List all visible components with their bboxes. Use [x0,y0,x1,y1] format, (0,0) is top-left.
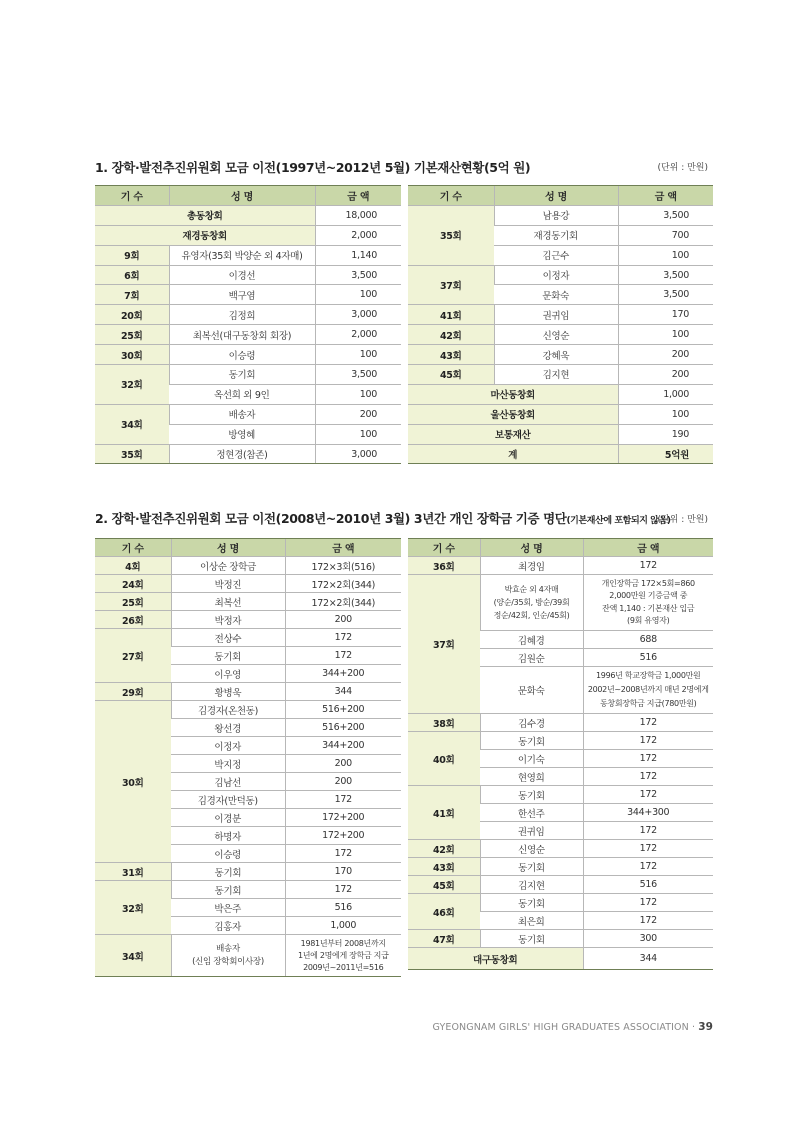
generation-cell: 45회 [408,876,480,894]
table-header-row [95,539,401,557]
section1-title: 1. 장학·발전추진위원회 모금 이전(1997년~2012년 5월) 기본재산현황(5억 원) [95,160,531,175]
generation-cell: 27회 [95,629,171,683]
col-header-name: 성 명 [169,186,315,206]
table-row [95,935,401,977]
table-row [408,305,713,325]
section2-left-table [95,538,401,977]
amount-cell: 516+200 [285,701,401,719]
amount-line: 2002년~2008년까지 매년 2명에게 [587,685,709,694]
table-row [408,365,713,385]
amount-cell: 3,500 [618,285,713,305]
name-cell: 동기회 [171,881,285,899]
name-cell: 최은희 [480,912,583,930]
amount-cell: 3,500 [315,265,401,285]
amount-cell: 172 [583,557,713,575]
generation-cell: 41회 [408,305,494,325]
amount-cell: 3,000 [315,444,401,464]
table-row [408,557,713,575]
generation-cell: 4회 [95,557,171,575]
name-cell: 이승령 [171,845,285,863]
generation-cell: 32회 [95,365,169,405]
name-cell: 이정자 [171,737,285,755]
page-footer [432,1021,713,1033]
table-row [408,345,713,365]
name-cell: 황병욱 [171,683,285,701]
name-cell: 동기회 [480,786,583,804]
name-cell [480,575,583,631]
generation-cell: 35회 [408,205,494,265]
total-label: 계 [408,444,618,464]
amount-cell: 1,000 [285,917,401,935]
amount-cell: 172+200 [285,827,401,845]
col-header-generation: 기 수 [95,186,169,206]
col-header-name: 성 명 [494,186,618,206]
name-cell: 재경동기회 [494,225,618,245]
section1-right-table [408,185,713,464]
section2-title-main: 2. 장학·발전추진위원회 모금 이전(2008년~2010년 3월) 3년간 개인 장학금 기증 명단 [95,511,567,526]
table-row [408,876,713,894]
amount-cell: 172×2회(344) [285,575,401,593]
footer-separator: · [691,1022,696,1033]
table-row [95,404,401,424]
generation-cell: 24회 [95,575,171,593]
name-cell: 박정진 [171,575,285,593]
table-row [408,840,713,858]
amount-cell: 700 [618,225,713,245]
amount-cell: 172 [583,768,713,786]
generation-cell: 42회 [408,840,480,858]
table-row [95,305,401,325]
amount-cell: 100 [618,325,713,345]
amount-cell: 170 [285,863,401,881]
table-row [408,384,713,404]
name-line: 배송자 [216,943,240,954]
name-cell: 이경선 [169,265,315,285]
amount-cell: 172×2회(344) [285,593,401,611]
amount-cell: 100 [315,285,401,305]
amount-cell: 100 [618,404,713,424]
association-name: GYEONGNAM GIRLS' HIGH GRADUATES ASSOCIATION [432,1022,689,1033]
col-header-generation: 기 수 [95,539,171,557]
amount-cell: 688 [583,631,713,649]
name-cell: 신영순 [480,840,583,858]
name-cell: 문화숙 [480,667,583,714]
row-label: 대구동창회 [408,948,583,970]
name-cell: 이기숙 [480,750,583,768]
generation-cell: 7회 [95,285,169,305]
name-cell: 김경자(만덕동) [171,791,285,809]
name-cell: 동기회 [171,647,285,665]
name-line: (양순/35회, 방순/39회 [493,598,570,607]
amount-cell: 2,000 [315,225,401,245]
amount-line: 잔액 1,140 : 기본재산 입금 [602,603,695,613]
generation-cell: 25회 [95,325,169,345]
name-cell: 이경분 [171,809,285,827]
name-cell: 김혜경 [480,631,583,649]
row-label: 총동창회 [95,205,315,225]
name-cell: 김수경 [480,714,583,732]
amount-cell: 100 [618,245,713,265]
amount-cell: 3,500 [315,365,401,385]
col-header-amount: 금 액 [618,186,713,206]
name-cell: 최복선 [171,593,285,611]
amount-line: 1년에 2명에게 장학금 지급 [297,950,389,960]
table-row [95,444,401,464]
generation-cell: 45회 [408,365,494,385]
generation-cell: 6회 [95,265,169,285]
col-header-amount: 금 액 [315,186,401,206]
amount-cell: 516+200 [285,719,401,737]
table-row [95,365,401,385]
generation-cell: 34회 [95,935,171,977]
amount-cell: 2,000 [315,325,401,345]
table-row [408,575,713,631]
col-header-amount: 금 액 [285,539,401,557]
name-cell: 김정희 [169,305,315,325]
table-header-row [408,186,713,206]
table-row [95,611,401,629]
generation-cell: 30회 [95,345,169,365]
page-number: 39 [698,1021,713,1033]
generation-cell: 30회 [95,701,171,863]
amount-cell: 172 [285,629,401,647]
name-cell: 강혜욱 [494,345,618,365]
name-cell: 유영자(35회 박양순 외 4자매) [169,245,315,265]
name-cell: 김근수 [494,245,618,265]
name-cell: 동기회 [169,365,315,385]
table-row [95,265,401,285]
table-row [95,701,401,719]
generation-cell: 34회 [95,404,169,444]
table-row [95,245,401,265]
name-cell: 이승령 [169,345,315,365]
amount-cell: 172×3회(516) [285,557,401,575]
amount-cell: 516 [285,899,401,917]
generation-cell: 9회 [95,245,169,265]
table-row [408,265,713,285]
row-label: 울산동창회 [408,404,618,424]
amount-cell: 200 [285,773,401,791]
table-row [95,863,401,881]
name-cell: 김홍자 [171,917,285,935]
generation-cell: 20회 [95,305,169,325]
generation-cell: 40회 [408,732,480,786]
amount-cell: 170 [618,305,713,325]
amount-cell: 3,500 [618,205,713,225]
col-header-name: 성 명 [171,539,285,557]
amount-cell: 172 [285,647,401,665]
name-cell: 김경자(온천동) [171,701,285,719]
table-header-row [408,539,713,557]
amount-cell: 100 [315,345,401,365]
amount-line: 개인장학금 172×5회=860 [601,578,695,588]
name-cell: 최복선(대구동창회 회장) [169,325,315,345]
generation-cell: 41회 [408,786,480,840]
name-cell: 동기회 [480,732,583,750]
amount-cell: 190 [618,424,713,444]
name-cell: 동기회 [480,930,583,948]
section1-unit: (단위 : 만원) [657,163,708,173]
table-header-row [95,186,401,206]
amount-cell: 344+200 [285,737,401,755]
table-row [408,205,713,225]
table-row [95,345,401,365]
name-cell: 문화숙 [494,285,618,305]
amount-cell: 172 [285,791,401,809]
name-line: 박효순 외 4자매 [504,585,559,594]
table-row [408,948,713,970]
name-cell: 옥선희 외 9인 [169,384,315,404]
section2-title [95,509,671,527]
name-cell: 현영희 [480,768,583,786]
generation-cell: 42회 [408,325,494,345]
name-cell: 최경임 [480,557,583,575]
col-header-name: 성 명 [480,539,583,557]
amount-cell: 200 [618,365,713,385]
section2-title-note: (기본재산에 포함되지 않음) [566,516,671,526]
amount-cell: 1,000 [618,384,713,404]
table-row [408,404,713,424]
generation-cell: 47회 [408,930,480,948]
name-cell: 신영순 [494,325,618,345]
generation-cell: 38회 [408,714,480,732]
amount-cell: 172 [583,786,713,804]
table-row [408,714,713,732]
amount-cell: 172 [285,881,401,899]
table-row [95,285,401,305]
generation-cell: 31회 [95,863,171,881]
generation-cell: 36회 [408,557,480,575]
amount-cell: 516 [583,876,713,894]
section2-unit: (단위 : 만원) [657,515,708,525]
col-header-generation: 기 수 [408,539,480,557]
amount-cell: 200 [618,345,713,365]
generation-cell: 43회 [408,858,480,876]
table-row [95,881,401,899]
amount-cell: 200 [285,611,401,629]
table-row [408,930,713,948]
amount-cell: 172 [583,822,713,840]
amount-cell: 172 [583,714,713,732]
name-cell: 박정자 [171,611,285,629]
amount-line: (9회 유영자) [627,616,670,625]
name-line: 정순/42회, 인순/45회) [493,611,570,620]
name-cell: 남용강 [494,205,618,225]
row-label: 재경동창회 [95,225,315,245]
table-row [408,786,713,804]
table-row [95,593,401,611]
generation-cell: 46회 [408,894,480,930]
table-row [408,424,713,444]
section1-left-table [95,185,401,464]
table-row [95,205,401,225]
name-cell: 동기회 [171,863,285,881]
name-cell: 왕선경 [171,719,285,737]
name-cell: 방영혜 [169,424,315,444]
table-row [95,683,401,701]
name-cell: 동기회 [480,858,583,876]
amount-cell: 344+200 [285,665,401,683]
name-cell: 이상순 장학금 [171,557,285,575]
table-row [95,325,401,345]
name-cell: 이정자 [494,265,618,285]
amount-cell: 3,000 [315,305,401,325]
section2-right-table [408,538,713,970]
generation-cell: 37회 [408,265,494,305]
name-cell: 박은주 [171,899,285,917]
table-row [95,629,401,647]
generation-cell: 32회 [95,881,171,935]
amount-line: 2,000만원 기증금액 중 [609,591,688,600]
name-cell: 정현경(참존) [169,444,315,464]
name-cell: 배송자 [169,404,315,424]
table-row [408,894,713,912]
name-cell: 권귀임 [494,305,618,325]
table-row [408,444,713,464]
amount-line: 1981년부터 2008년까지 [300,938,386,948]
name-cell: 권귀임 [480,822,583,840]
generation-cell: 35회 [95,444,169,464]
table-row [95,225,401,245]
name-cell [171,935,285,977]
amount-cell [583,575,713,631]
name-cell: 이우영 [171,665,285,683]
name-cell: 김원순 [480,649,583,667]
name-cell: 전상수 [171,629,285,647]
amount-cell [583,667,713,714]
amount-cell: 344 [285,683,401,701]
row-label: 보통재산 [408,424,618,444]
col-header-generation: 기 수 [408,186,494,206]
amount-cell: 172 [583,858,713,876]
col-header-amount: 금 액 [583,539,713,557]
amount-cell: 172 [285,845,401,863]
generation-cell: 26회 [95,611,171,629]
table-row [95,575,401,593]
table-row [95,557,401,575]
amount-cell: 344+300 [583,804,713,822]
name-cell: 김지현 [480,876,583,894]
name-line: (신임 장학회이사장) [192,956,264,967]
amount-line: 동창회장학금 지급(780만원) [599,699,697,708]
amount-cell: 172 [583,750,713,768]
amount-cell: 3,500 [618,265,713,285]
name-cell: 김지현 [494,365,618,385]
name-cell: 박지정 [171,755,285,773]
generation-cell: 43회 [408,345,494,365]
amount-cell: 18,000 [315,205,401,225]
amount-cell: 200 [315,404,401,424]
generation-cell: 25회 [95,593,171,611]
amount-cell: 172 [583,912,713,930]
name-cell: 동기회 [480,894,583,912]
generation-cell: 37회 [408,575,480,714]
name-cell: 김남선 [171,773,285,791]
amount-cell: 516 [583,649,713,667]
table-row [408,858,713,876]
amount-cell [285,935,401,977]
amount-line: 1996년 학교장학금 1,000만원 [596,671,701,680]
amount-cell: 172 [583,732,713,750]
amount-cell: 172 [583,894,713,912]
generation-cell: 29회 [95,683,171,701]
amount-line: 2009년~2011년=516 [303,962,384,972]
row-label: 마산동창회 [408,384,618,404]
amount-cell: 200 [285,755,401,773]
total-amount: 5억원 [618,444,713,464]
amount-cell: 172+200 [285,809,401,827]
amount-cell: 100 [315,424,401,444]
name-cell: 백구염 [169,285,315,305]
amount-cell: 344 [583,948,713,970]
name-cell: 하명자 [171,827,285,845]
amount-cell: 172 [583,840,713,858]
amount-cell: 100 [315,384,401,404]
name-cell: 한선주 [480,804,583,822]
table-row [408,732,713,750]
table-row [408,325,713,345]
amount-cell: 1,140 [315,245,401,265]
amount-cell: 300 [583,930,713,948]
